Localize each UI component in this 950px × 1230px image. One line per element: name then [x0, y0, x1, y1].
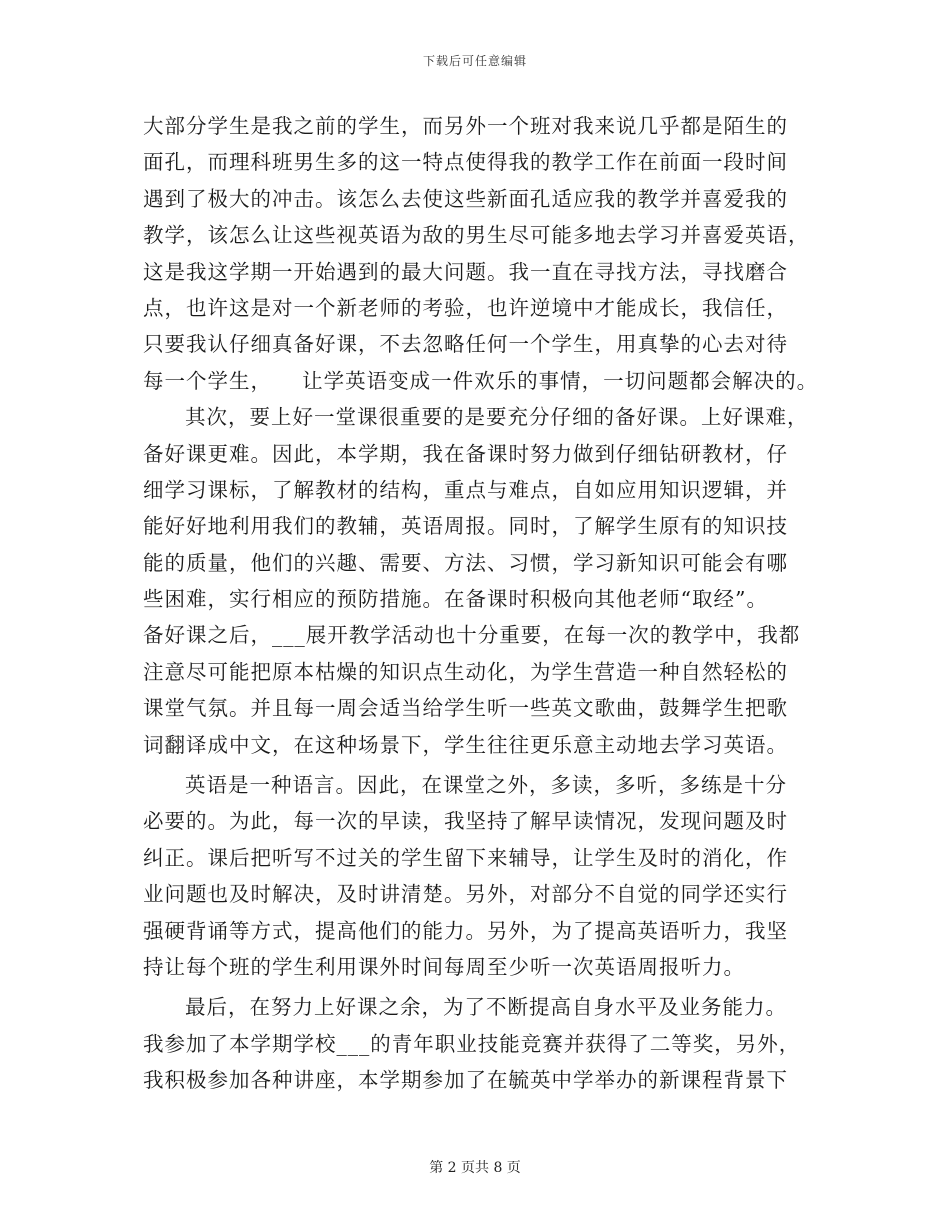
text-line: 遇到了极大的冲击。该怎么去使这些新面孔适应我的教学并喜爱我的: [143, 186, 788, 211]
text-line: 强硬背诵等方式，提高他们的能力。另外，为了提高英语听力，我坚: [143, 918, 788, 943]
text-line: 大部分学生是我之前的学生，而另外一个班对我来说几乎都是陌生的: [143, 114, 788, 138]
paragraph-2: [143, 399, 815, 763]
document-body: [143, 108, 819, 1099]
text-line: 备好课之后，___展开教学活动也十分重要，在每一次的教学中，我都: [143, 623, 801, 648]
text-line: 备好课更难。因此，本学期，我在备课时努力做到仔细钻研教材，仔: [143, 441, 788, 466]
text-line: 课堂气氛。并且每一周会适当给学生听一些英文歌曲，鼓舞学生把歌: [143, 696, 788, 721]
text-line: 我积极参加各种讲座，本学期参加了在毓英中学举办的新课程背景下: [143, 1068, 788, 1093]
paragraph-3: [143, 767, 815, 985]
text-line: 些困难，实行相应的预防措施。在备课时积极向其他老师“取经”。: [143, 587, 768, 612]
text-line: 持让每个班的学生利用课外时间每周至少听一次英语周报听力。: [143, 954, 745, 979]
text-line: 业问题也及时解决，及时讲清楚。另外，对部分不自觉的同学还实行: [143, 882, 788, 907]
text-line: 其次，要上好一堂课很重要的是要充分仔细的备好课。上好课难，: [185, 405, 809, 430]
text-line: 最后，在努力上好课之余，为了不断提高自身水平及业务能力。: [185, 995, 787, 1020]
text-line: 面孔，而理科班男生多的这一特点使得我的教学工作在前面一段时间: [143, 150, 788, 175]
text-line: 英语是一种语言。因此，在课堂之外，多读，多听，多练是十分: [185, 773, 787, 798]
text-line: 只要我认仔细真备好课，不去忽略任何一个学生，用真挚的心去对待: [143, 332, 788, 357]
paragraph-1: [143, 108, 819, 399]
text-line: 能好好地利用我们的教辅，英语周报。同时，了解学生原有的知识技: [143, 514, 788, 539]
text-line: 这是我这学期一开始遇到的最大问题。我一直在寻找方法，寻找磨合: [143, 259, 788, 284]
text-line: 点，也许这是对一个新老师的考验，也许逆境中才能成长，我信任，: [143, 295, 788, 320]
page-header: 下载后可任意编辑: [422, 54, 527, 68]
text-line: 词翻译成中文，在这种场景下，学生往往更乐意主动地去学习英语。: [143, 732, 788, 757]
text-line: 每一个学生， 让学英语变成一件欢乐的事情，一切问题都会解决的。: [143, 368, 819, 393]
text-line: 纠正。课后把听写不过关的学生留下来辅导，让学生及时的消化，作: [143, 845, 788, 870]
text-line: 能的质量，他们的兴趣、需要、方法、习惯，学习新知识可能会有哪: [143, 550, 788, 575]
text-line: 必要的。为此，每一次的早读，我坚持了解早读情况，发现问题及时: [143, 809, 788, 834]
text-line: 注意尽可能把原本枯燥的知识点生动化，为学生营造一种自然轻松的: [143, 659, 788, 684]
text-line: 我参加了本学期学校___的青年职业技能竞赛并获得了二等奖，另外，: [143, 1031, 801, 1056]
text-line: 细学习课标，了解教材的结构，重点与难点，自如应用知识逻辑，并: [143, 477, 788, 502]
page-footer: 第 2 页共 8 页: [429, 1160, 521, 1176]
text-line: 教学，该怎么让这些视英语为敌的男生尽可能多地去学习并喜爱英语，: [143, 223, 810, 248]
paragraph-4: [143, 989, 815, 1098]
